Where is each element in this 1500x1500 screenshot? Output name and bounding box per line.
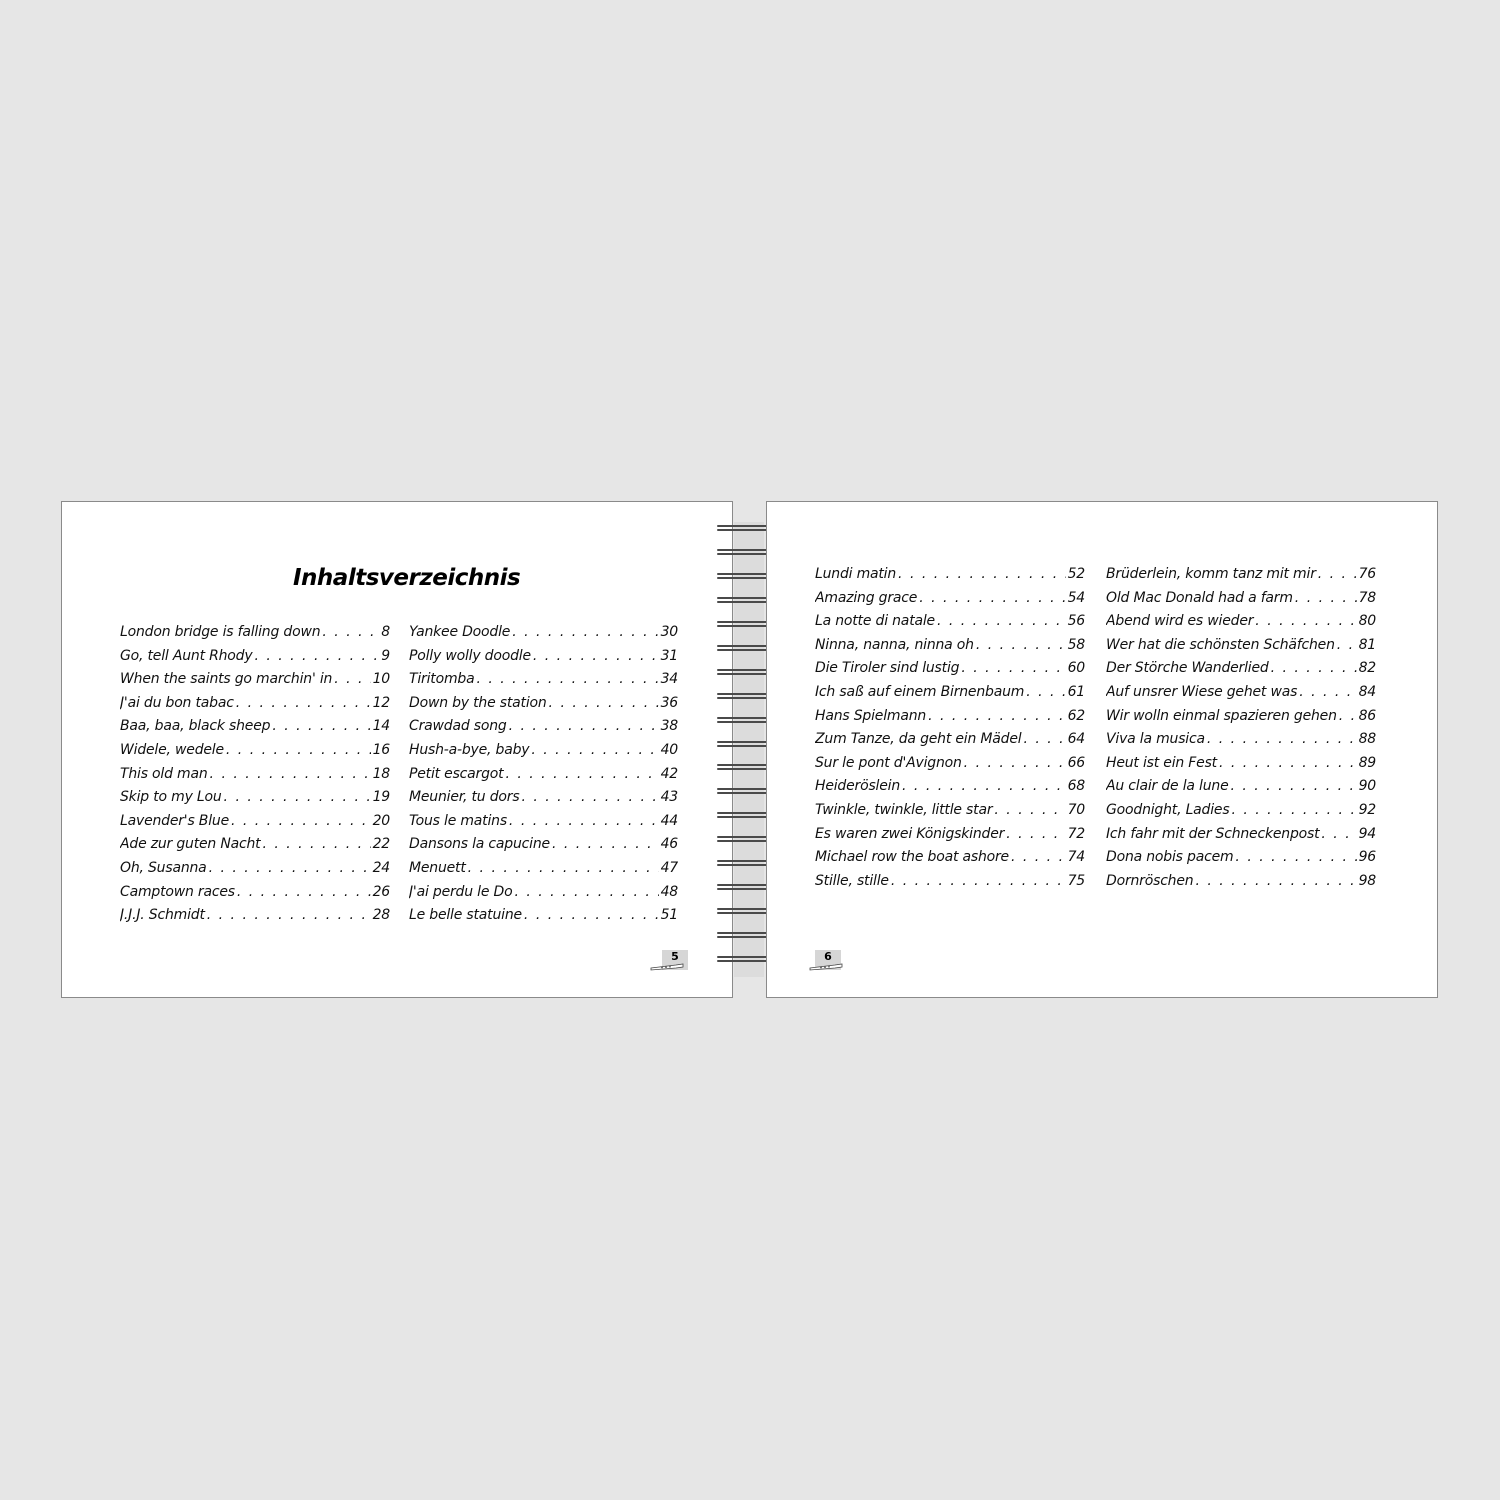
toc-entry: [1106, 755, 1376, 779]
toc-entry-title: Sur le pont d'Avignon: [815, 754, 962, 771]
toc-entry-title: Dornröschen: [1106, 872, 1194, 889]
toc-entry-title: Heideröslein: [815, 778, 901, 795]
toc-leader-dots: [209, 860, 371, 876]
toc-entry-title: Le belle statuine: [409, 907, 522, 924]
toc-leader-dots: [919, 590, 1065, 606]
toc-entry-title: Ade zur guten Nacht: [120, 836, 261, 853]
toc-leader-dots: [1299, 684, 1356, 700]
toc-leader-dots: [210, 766, 371, 782]
toc-entry-title: Lundi matin: [815, 566, 897, 582]
toc-leader-dots: [1006, 826, 1065, 842]
toc-entry-title: Tous le matins: [409, 812, 507, 829]
toc-leader-dots: [226, 742, 371, 758]
toc-column-left-1: [120, 624, 390, 931]
toc-entry-page: 88: [1358, 731, 1376, 748]
toc-entry: [409, 718, 678, 742]
toc-entry: [409, 648, 678, 672]
toc-leader-dots: [322, 624, 379, 640]
toc-entry-title: Goodnight, Ladies: [1106, 801, 1230, 818]
toc-entry: [815, 826, 1085, 850]
toc-entry: [815, 708, 1085, 732]
toc-entry-page: 10: [372, 671, 390, 688]
toc-entry: [120, 884, 390, 908]
toc-entry: [120, 789, 390, 813]
toc-entry-title: Camptown races: [120, 883, 235, 900]
toc-leader-dots: [334, 671, 370, 687]
toc-entry-title: Widele, wedele: [120, 741, 224, 758]
toc-entry-page: 62: [1067, 707, 1085, 724]
toc-leader-dots: [928, 708, 1066, 724]
toc-leader-dots: [937, 613, 1066, 629]
toc-entry: [120, 695, 390, 719]
toc-entry-title: Old Mac Donald had a farm: [1106, 589, 1293, 606]
toc-entry: [1106, 731, 1376, 755]
toc-leader-dots: [524, 907, 659, 923]
toc-leader-dots: [254, 648, 379, 664]
page-number-badge: 6: [815, 950, 841, 970]
toc-entry-title: Michael row the boat ashore: [815, 849, 1009, 866]
toc-leader-dots: [231, 813, 371, 829]
toc-entry-page: 46: [660, 836, 678, 853]
toc-leader-dots: [521, 789, 658, 805]
toc-entry-title: Zum Tanze, da geht ein Mädel: [815, 731, 1022, 748]
toc-leader-dots: [262, 836, 370, 852]
toc-entry: [409, 860, 678, 884]
toc-entry-title: Stille, stille: [815, 872, 889, 889]
page-number-badge: 5: [662, 950, 688, 970]
page-title: Inhaltsverzeichnis: [293, 565, 521, 591]
toc-leader-dots: [891, 873, 1066, 889]
toc-leader-dots: [1255, 613, 1356, 629]
toc-entry-page: 16: [372, 741, 390, 758]
toc-leader-dots: [272, 718, 370, 734]
toc-entry: [120, 742, 390, 766]
toc-entry: [815, 755, 1085, 779]
toc-entry-page: 96: [1358, 849, 1376, 866]
toc-entry-page: 75: [1067, 872, 1085, 889]
toc-leader-dots: [533, 648, 659, 664]
toc-entry: [815, 590, 1085, 614]
toc-entry-title: Polly wolly doodle: [409, 647, 531, 664]
toc-entry-page: 84: [1358, 683, 1376, 700]
toc-entry-title: Ninna, nanna, ninna oh: [815, 636, 974, 653]
toc-entry: [409, 624, 678, 648]
right-page: [766, 501, 1438, 998]
toc-entry: [1106, 660, 1376, 684]
toc-entry-page: 14: [372, 718, 390, 735]
toc-leader-dots: [976, 637, 1066, 653]
toc-entry-title: Dansons la capucine: [409, 836, 550, 853]
toc-entry-title: This old man: [120, 765, 208, 782]
toc-entry-title: Meunier, tu dors: [409, 789, 520, 806]
toc-entry: [1106, 802, 1376, 826]
toc-entry: [120, 907, 390, 931]
toc-leader-dots: [509, 813, 659, 829]
toc-entry-title: Dona nobis pacem: [1106, 849, 1234, 866]
toc-entry-page: 56: [1067, 613, 1085, 630]
toc-entry: [1106, 708, 1376, 732]
toc-leader-dots: [509, 718, 659, 734]
toc-entry-title: Hans Spielmann: [815, 707, 927, 724]
toc-entry-title: Down by the station: [409, 694, 547, 711]
toc-entry: [120, 648, 390, 672]
toc-entry-page: 54: [1067, 589, 1085, 606]
toc-entry-page: 8: [381, 624, 390, 640]
toc-entry-page: 68: [1067, 778, 1085, 795]
toc-entry: [815, 778, 1085, 802]
toc-leader-dots: [964, 755, 1066, 771]
toc-entry: [1106, 566, 1376, 590]
toc-entry-page: 40: [660, 741, 678, 758]
toc-leader-dots: [1023, 731, 1065, 747]
left-page: [61, 501, 733, 998]
toc-entry-title: J'ai perdu le Do: [409, 883, 513, 900]
toc-leader-dots: [1011, 849, 1066, 865]
toc-entry-page: 92: [1358, 801, 1376, 818]
toc-entry-page: 30: [660, 624, 678, 640]
toc-entry-title: Der Störche Wanderlied: [1106, 660, 1269, 677]
toc-entry-title: J.J.J. Schmidt: [120, 907, 205, 924]
toc-leader-dots: [1219, 755, 1357, 771]
toc-entry: [409, 884, 678, 908]
toc-entry: [1106, 684, 1376, 708]
toc-entry: [409, 836, 678, 860]
toc-entry-title: Baa, baa, black sheep: [120, 718, 271, 735]
toc-entry-page: 70: [1067, 801, 1085, 818]
toc-leader-dots: [505, 766, 658, 782]
toc-entry: [409, 813, 678, 837]
toc-leader-dots: [994, 802, 1065, 818]
toc-leader-dots: [531, 742, 658, 758]
toc-entry-page: 94: [1358, 825, 1376, 842]
toc-entry-page: 60: [1067, 660, 1085, 677]
toc-entry-title: Die Tiroler sind lustig: [815, 660, 960, 677]
toc-entry-title: J'ai du bon tabac: [120, 694, 234, 711]
toc-entry-title: Auf unsrer Wiese gehet was: [1106, 683, 1298, 700]
toc-entry-page: 90: [1358, 778, 1376, 795]
toc-entry-page: 48: [660, 883, 678, 900]
toc-entry: [120, 718, 390, 742]
toc-entry-page: 19: [372, 789, 390, 806]
toc-entry: [815, 802, 1085, 826]
toc-entry: [409, 789, 678, 813]
toc-entry-page: 18: [372, 765, 390, 782]
recorder-flute-icon: [650, 963, 684, 971]
toc-leader-dots: [1207, 731, 1357, 747]
toc-entry: [120, 860, 390, 884]
toc-entry-title: Es waren zwei Königskinder: [815, 825, 1005, 842]
toc-entry: [409, 907, 678, 931]
toc-entry-title: Amazing grace: [815, 589, 918, 606]
toc-entry-page: 98: [1358, 872, 1376, 889]
toc-leader-dots: [1230, 778, 1356, 794]
toc-column-left-2: [409, 624, 678, 931]
toc-entry-page: 47: [660, 859, 678, 876]
toc-entry-page: 52: [1067, 566, 1085, 582]
toc-leader-dots: [1026, 684, 1065, 700]
toc-entry: [815, 566, 1085, 590]
toc-leader-dots: [1195, 873, 1356, 889]
toc-entry-page: 31: [660, 647, 678, 664]
toc-entry-title: Au clair de la lune: [1106, 778, 1229, 795]
toc-leader-dots: [1339, 708, 1357, 724]
toc-entry-page: 61: [1067, 683, 1085, 700]
toc-entry: [1106, 590, 1376, 614]
toc-entry-title: Go, tell Aunt Rhody: [120, 647, 253, 664]
toc-leader-dots: [552, 836, 659, 852]
toc-entry: [815, 849, 1085, 873]
toc-leader-dots: [898, 566, 1066, 582]
toc-leader-dots: [207, 907, 371, 923]
toc-entry-title: London bridge is falling down: [120, 624, 321, 640]
toc-entry: [1106, 613, 1376, 637]
toc-leader-dots: [1337, 637, 1357, 653]
toc-entry-page: 44: [660, 812, 678, 829]
toc-entry-page: 78: [1358, 589, 1376, 606]
toc-entry: [120, 836, 390, 860]
toc-entry: [815, 684, 1085, 708]
toc-entry-title: Abend wird es wieder: [1106, 613, 1254, 630]
toc-entry-page: 80: [1358, 613, 1376, 630]
toc-entry-page: 26: [372, 883, 390, 900]
toc-entry-page: 43: [660, 789, 678, 806]
toc-entry-page: 36: [660, 694, 678, 711]
toc-entry: [409, 671, 678, 695]
toc-leader-dots: [237, 884, 371, 900]
toc-entry-page: 76: [1358, 566, 1376, 582]
toc-entry-page: 38: [660, 718, 678, 735]
toc-entry-page: 22: [372, 836, 390, 853]
toc-leader-dots: [514, 884, 658, 900]
toc-entry-title: La notte di natale: [815, 613, 935, 630]
recorder-flute-icon: [809, 963, 843, 971]
toc-leader-dots: [902, 778, 1066, 794]
toc-entry-page: 20: [372, 812, 390, 829]
toc-entry: [1106, 778, 1376, 802]
toc-entry: [815, 731, 1085, 755]
toc-entry-title: Menuett: [409, 859, 466, 876]
toc-entry-page: 42: [660, 765, 678, 782]
toc-entry-title: Tiritomba: [409, 671, 475, 688]
toc-entry-title: Crawdad song: [409, 718, 507, 735]
toc-leader-dots: [512, 624, 658, 640]
toc-leader-dots: [476, 671, 658, 687]
toc-entry-title: Ich fahr mit der Schneckenpost: [1106, 825, 1320, 842]
toc-leader-dots: [549, 695, 659, 711]
toc-entry-page: 72: [1067, 825, 1085, 842]
toc-leader-dots: [236, 695, 371, 711]
toc-leader-dots: [961, 660, 1065, 676]
toc-entry: [409, 695, 678, 719]
toc-entry: [1106, 873, 1376, 897]
toc-entry-page: 12: [372, 694, 390, 711]
toc-leader-dots: [1295, 590, 1357, 606]
toc-entry: [120, 766, 390, 790]
toc-entry-title: Viva la musica: [1106, 731, 1205, 748]
toc-entry: [120, 671, 390, 695]
toc-entry-title: Lavender's Blue: [120, 812, 229, 829]
toc-entry-page: 86: [1358, 707, 1376, 724]
toc-entry-page: 58: [1067, 636, 1085, 653]
toc-entry-page: 89: [1358, 754, 1376, 771]
toc-entry: [1106, 637, 1376, 661]
toc-entry-page: 24: [372, 859, 390, 876]
toc-entry: [120, 813, 390, 837]
toc-entry-page: 51: [660, 907, 678, 924]
toc-entry: [815, 637, 1085, 661]
toc-entry: [1106, 849, 1376, 873]
toc-entry-page: 9: [381, 647, 390, 664]
toc-entry-title: Twinkle, twinkle, little star: [815, 801, 993, 818]
toc-leader-dots: [1231, 802, 1356, 818]
toc-entry-page: 81: [1358, 636, 1376, 653]
toc-entry: [815, 873, 1085, 897]
toc-leader-dots: [1235, 849, 1356, 865]
toc-entry-title: Heut ist ein Fest: [1106, 754, 1217, 771]
toc-column-right-1: [815, 566, 1085, 896]
toc-entry-title: Ich saß auf einem Birnenbaum: [815, 683, 1025, 700]
toc-entry-page: 82: [1358, 660, 1376, 677]
toc-entry: [1106, 826, 1376, 850]
toc-entry-title: Yankee Doodle: [409, 624, 511, 640]
toc-entry-title: Wer hat die schönsten Schäfchen: [1106, 636, 1335, 653]
toc-entry-title: Skip to my Lou: [120, 789, 222, 806]
toc-entry-title: Petit escargot: [409, 765, 504, 782]
toc-entry-page: 34: [660, 671, 678, 688]
toc-entry-title: Oh, Susanna: [120, 859, 207, 876]
toc-leader-dots: [1321, 826, 1356, 842]
toc-entry: [815, 613, 1085, 637]
toc-entry: [120, 624, 390, 648]
toc-entry: [409, 766, 678, 790]
toc-entry-title: When the saints go marchin' in: [120, 671, 333, 688]
toc-entry-page: 74: [1067, 849, 1085, 866]
toc-entry: [409, 742, 678, 766]
toc-entry-page: 66: [1067, 754, 1085, 771]
toc-column-right-2: [1106, 566, 1376, 896]
toc-leader-dots: [1271, 660, 1357, 676]
toc-entry-page: 64: [1067, 731, 1085, 748]
toc-entry-title: Brüderlein, komm tanz mit mir: [1106, 566, 1316, 582]
toc-entry-page: 28: [372, 907, 390, 924]
toc-leader-dots: [468, 860, 659, 876]
toc-entry: [815, 660, 1085, 684]
toc-entry-title: Hush-a-bye, baby: [409, 741, 530, 758]
toc-entry-title: Wir wolln einmal spazieren gehen: [1106, 707, 1337, 724]
toc-leader-dots: [224, 789, 371, 805]
toc-leader-dots: [1318, 566, 1357, 582]
